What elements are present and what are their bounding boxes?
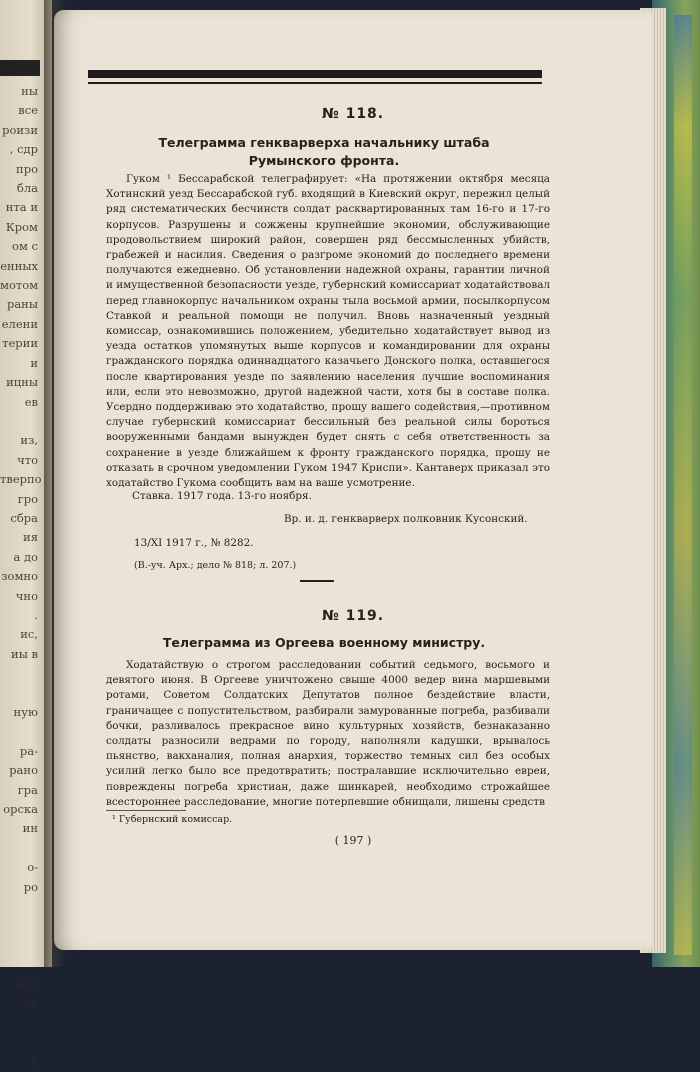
left-page-line: терии: [2, 336, 38, 351]
left-page-line: [0, 1033, 38, 1052]
left-page-line: гра: [17, 782, 38, 797]
left-page-line: а до: [13, 549, 38, 564]
left-page-line: ия: [23, 530, 38, 545]
left-page-line: ин: [22, 821, 38, 836]
left-page-line: елени: [1, 316, 38, 331]
left-page-line: [0, 412, 38, 431]
left-page-line: енных: [0, 258, 38, 273]
left-page-line: ерс: [17, 976, 38, 991]
left-page-line: зомно: [1, 569, 38, 584]
footnote: ¹ Губернский комиссар.: [112, 814, 233, 825]
left-page-line: ицны: [6, 375, 38, 390]
book-page: [54, 10, 652, 950]
left-page-line: иы в: [11, 646, 38, 661]
left-page-line: из, что: [17, 433, 38, 467]
left-page-line: тверпо: [0, 472, 42, 487]
left-page-line: ро: [23, 879, 38, 894]
left-page-line: и: [30, 1054, 38, 1069]
left-page-line: [0, 936, 38, 955]
left-page-line: [0, 897, 38, 916]
left-page-line: .: [34, 607, 38, 622]
left-page-line: орска: [3, 802, 38, 817]
doc-118-registration: 13/XI 1917 г., № 8282.: [134, 537, 254, 549]
left-page-line: гро: [17, 491, 38, 506]
left-page-line: [0, 684, 38, 703]
doc-119-number: № 119.: [321, 608, 385, 624]
left-page-line: [0, 916, 38, 935]
doc-119-title: Телеграмма из Оргеева военному министру.: [162, 635, 486, 650]
left-page-line: ную: [13, 705, 38, 719]
left-page-line: про: [16, 161, 38, 176]
doc-118-archive-ref: (В.-уч. Арх.; дело № 818; л. 207.): [134, 560, 297, 571]
left-page-line: [0, 722, 38, 741]
doc-118-place-date: Ставка. 1917 года. 13-го ноября.: [132, 490, 312, 502]
left-page-line: ев: [24, 394, 38, 409]
left-page-line: мотом: [0, 278, 39, 293]
left-page-line: Кром: [5, 219, 38, 234]
doc-118-signature: Вр. и. д. генкварверх полковник Кусонский.: [284, 513, 528, 525]
left-page-header-band: [0, 60, 40, 76]
left-page-line: [0, 1014, 38, 1033]
doc-118-number: № 118.: [321, 106, 385, 122]
left-page-line: , сдр: [9, 142, 38, 157]
left-page-line: нта и: [5, 200, 38, 215]
left-page-line: о-: [27, 860, 38, 875]
left-page-text: [0, 82, 42, 1072]
left-page-line: чно: [15, 588, 38, 603]
left-page-line: ны все: [18, 84, 38, 118]
left-page-line: ин: [22, 996, 38, 1011]
left-page-line: [0, 664, 38, 683]
left-page-line: раны: [6, 297, 38, 312]
left-page-line: [0, 839, 38, 858]
left-page-line: рано: [9, 763, 38, 778]
left-page-line: и: [30, 355, 38, 370]
doc-118-title: Телеграмма генкварверха начальнику штаба Румынского фронта.: [158, 135, 490, 168]
left-page-line: сбра: [10, 510, 38, 525]
left-page-line: ом с: [12, 239, 38, 254]
left-page-line: [0, 955, 38, 974]
left-page-line: ра-: [19, 743, 38, 758]
doc-119-body: Ходатайствую о строгом расследовании событий седьмого, восьмого и девятого июня. В Оргееве уничтожено свыше 4000 ведер вина маршевыми ротами, Советом Солдатских Депутатов полное бездействие власти, граничащее с попустительством, разбирали замурованные погреба, разбивали бочки, разливалось прекрасное вино культурных хозяйств, безнаказанно солдаты разносили ведрами по городу, наполняли кадушки, врывалось пьянство, вакханалия, полная анархия, торжество темных сил без особых усилий легко было все предотвратить; постралавшие исключительно евреи, повреждены погреба христиан, даже шинкарей, необходимо строжайшее всестороннее расследование, многие потерпевшие обнищали, лишены средств: [106, 659, 550, 808]
header-rule: [88, 70, 542, 86]
section-separator: [300, 580, 334, 582]
left-page-line: бла: [16, 181, 38, 196]
doc-118-body: Гуком ¹ Бессарабской телеграфирует: «На протяжении октября месяца Хотинский уезд Бессарабской губ. входящий в Киевский округ, пережил целый ряд систематических бесчинств солдат расквартированных там 16-го и 17-го корпусов. Разрушены и сожжены крупнейшие экономии, обслуживающие продовольствием широкий район, совершен ряд бессмысленных убийств, грабежей и насилия. Сведения о разгроме экономий до последнего времени получаются ежедневно. Об установлении надежной охраны, гарантии личной и имущественной безопасности уезде, губернский комиссариат ходатайствовал перед главнокорпус начальником охраны тыла восьмой армии, посылкорпусом Ставкой и реальной помощи не получил. Вновь назначенный уездный комиссар, ознакомившись положением, убедительно ходатайствует вывод из уезда остатков упомянутых выше корпусов и командировании для охраны гражданского порядка одиннадцатого казачьего Донского полка, оставшегося после квартирования уезде по заявлению населения лучшие воспоминания или, если это невозможно, другой надежной части, хотя бы в составе полка. Усердно поддерживаю это ходатайство, прошу вашего содействия,—противном случае губернский комиссариат бессильный без реальной силы бороться вооруженными бандами вынужден будет снять с себя ответственность за сохранение в уезде ближайшем к фронту гражданского порядка, прошу не отказать в срочном уведомлении Гуком 1947 Криспи». Кантаверх приказал это ходатайство Гукома сообщить вам на ваше усмотрение.: [106, 173, 550, 490]
left-page-line: роизи: [2, 122, 38, 137]
footnote-rule: [106, 810, 186, 811]
left-page-line: ис,: [20, 627, 38, 642]
page-number: ( 197 ): [334, 834, 372, 847]
